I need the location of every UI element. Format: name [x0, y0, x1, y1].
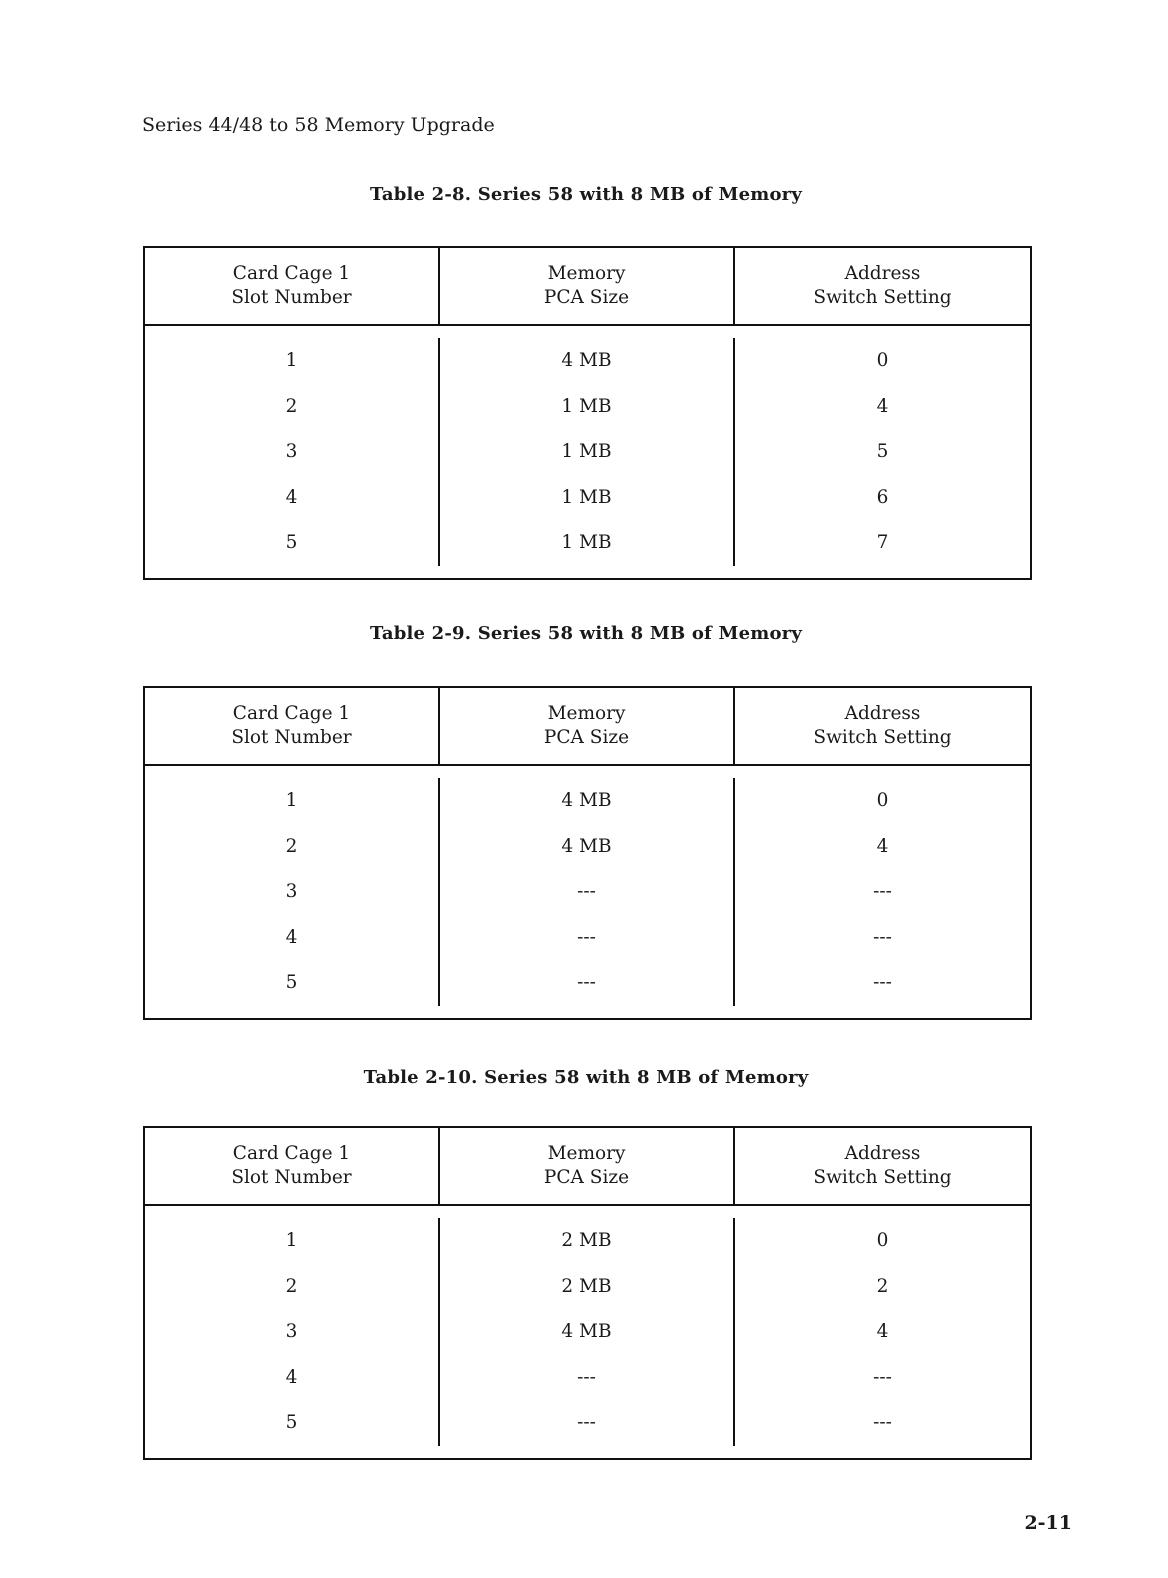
page-number: 2-11: [1024, 1512, 1072, 1534]
table-cell: 4 MB: [561, 790, 612, 812]
slot-column: [145, 1218, 440, 1446]
table-cell: ---: [577, 972, 596, 994]
table-cell: 1: [285, 790, 298, 812]
table-cell: 5: [285, 532, 298, 554]
table-cell: 7: [876, 532, 889, 554]
table-cell: 4: [285, 926, 298, 948]
table-cell: 4: [285, 1366, 298, 1388]
table-body: [145, 766, 1030, 1018]
table-cell: 3: [285, 1321, 298, 1343]
table-cell: 1: [285, 1230, 298, 1252]
table-cell: 4 MB: [561, 350, 612, 372]
size-column: [440, 338, 735, 566]
table-body: [145, 326, 1030, 578]
table-cell: 2: [285, 395, 298, 417]
table-caption: Table 2-8. Series 58 with 8 MB of Memory: [369, 184, 803, 205]
table-cell: 1 MB: [561, 532, 612, 554]
table-cell: ---: [577, 926, 596, 948]
table-cell: 2 MB: [561, 1230, 612, 1252]
size-column: [440, 1218, 735, 1446]
table-cell: 3: [285, 441, 298, 463]
header-pca-size: Memory PCA Size: [440, 248, 735, 324]
table-cell: ---: [577, 1366, 596, 1388]
table-cell: 4: [876, 1321, 889, 1343]
header-slot-number: Card Cage 1 Slot Number: [145, 248, 440, 324]
table-cell: 1 MB: [561, 395, 612, 417]
header-switch-setting: Address Switch Setting: [813, 263, 952, 308]
table-cell: 1 MB: [561, 486, 612, 508]
header-slot-number: Card Cage 1 Slot Number: [145, 1128, 440, 1204]
table-cell: 4 MB: [561, 1321, 612, 1343]
table-cell: 1 MB: [561, 441, 612, 463]
table-cell: 4 MB: [561, 835, 612, 857]
header-switch-setting: Address Switch Setting: [813, 703, 952, 748]
table-cell: 2: [876, 1275, 889, 1297]
table-cell: 2: [285, 835, 298, 857]
table-cell: 1: [285, 350, 298, 372]
header-pca-size: Memory PCA Size: [440, 688, 735, 764]
table-header: [145, 248, 1030, 326]
size-column: [440, 778, 735, 1006]
table-cell: 0: [876, 350, 889, 372]
table-cell: 4: [285, 486, 298, 508]
header-pca-size: Memory PCA Size: [440, 1128, 735, 1204]
table-body: [145, 1206, 1030, 1458]
running-header: Series 44/48 to 58 Memory Upgrade: [142, 114, 495, 136]
table-cell: ---: [577, 1412, 596, 1434]
table-cell: ---: [873, 1366, 892, 1388]
table-cell: ---: [873, 926, 892, 948]
table-cell: ---: [577, 881, 596, 903]
table-cell: 2 MB: [561, 1275, 612, 1297]
switch-column: [735, 1218, 1030, 1446]
table-cell: 2: [285, 1275, 298, 1297]
switch-column: [735, 338, 1030, 566]
table-cell: 4: [876, 835, 889, 857]
memory-table: [143, 1126, 1032, 1460]
table-cell: ---: [873, 881, 892, 903]
table-cell: 3: [285, 881, 298, 903]
table-header: [145, 688, 1030, 766]
table-cell: 0: [876, 1230, 889, 1252]
slot-column: [145, 338, 440, 566]
header-switch-setting: Address Switch Setting: [813, 1143, 952, 1188]
table-cell: 5: [876, 441, 889, 463]
table-cell: 5: [285, 1412, 298, 1434]
table-caption: Table 2-10. Series 58 with 8 MB of Memory: [363, 1067, 809, 1088]
table-header: [145, 1128, 1030, 1206]
table-cell: 4: [876, 395, 889, 417]
memory-table: [143, 246, 1032, 580]
table-cell: 0: [876, 790, 889, 812]
table-caption: Table 2-9. Series 58 with 8 MB of Memory: [369, 623, 803, 644]
table-cell: 6: [876, 486, 889, 508]
slot-column: [145, 778, 440, 1006]
header-slot-number: Card Cage 1 Slot Number: [145, 688, 440, 764]
table-cell: ---: [873, 1412, 892, 1434]
memory-table: [143, 686, 1032, 1020]
table-cell: 5: [285, 972, 298, 994]
table-cell: ---: [873, 972, 892, 994]
switch-column: [735, 778, 1030, 1006]
